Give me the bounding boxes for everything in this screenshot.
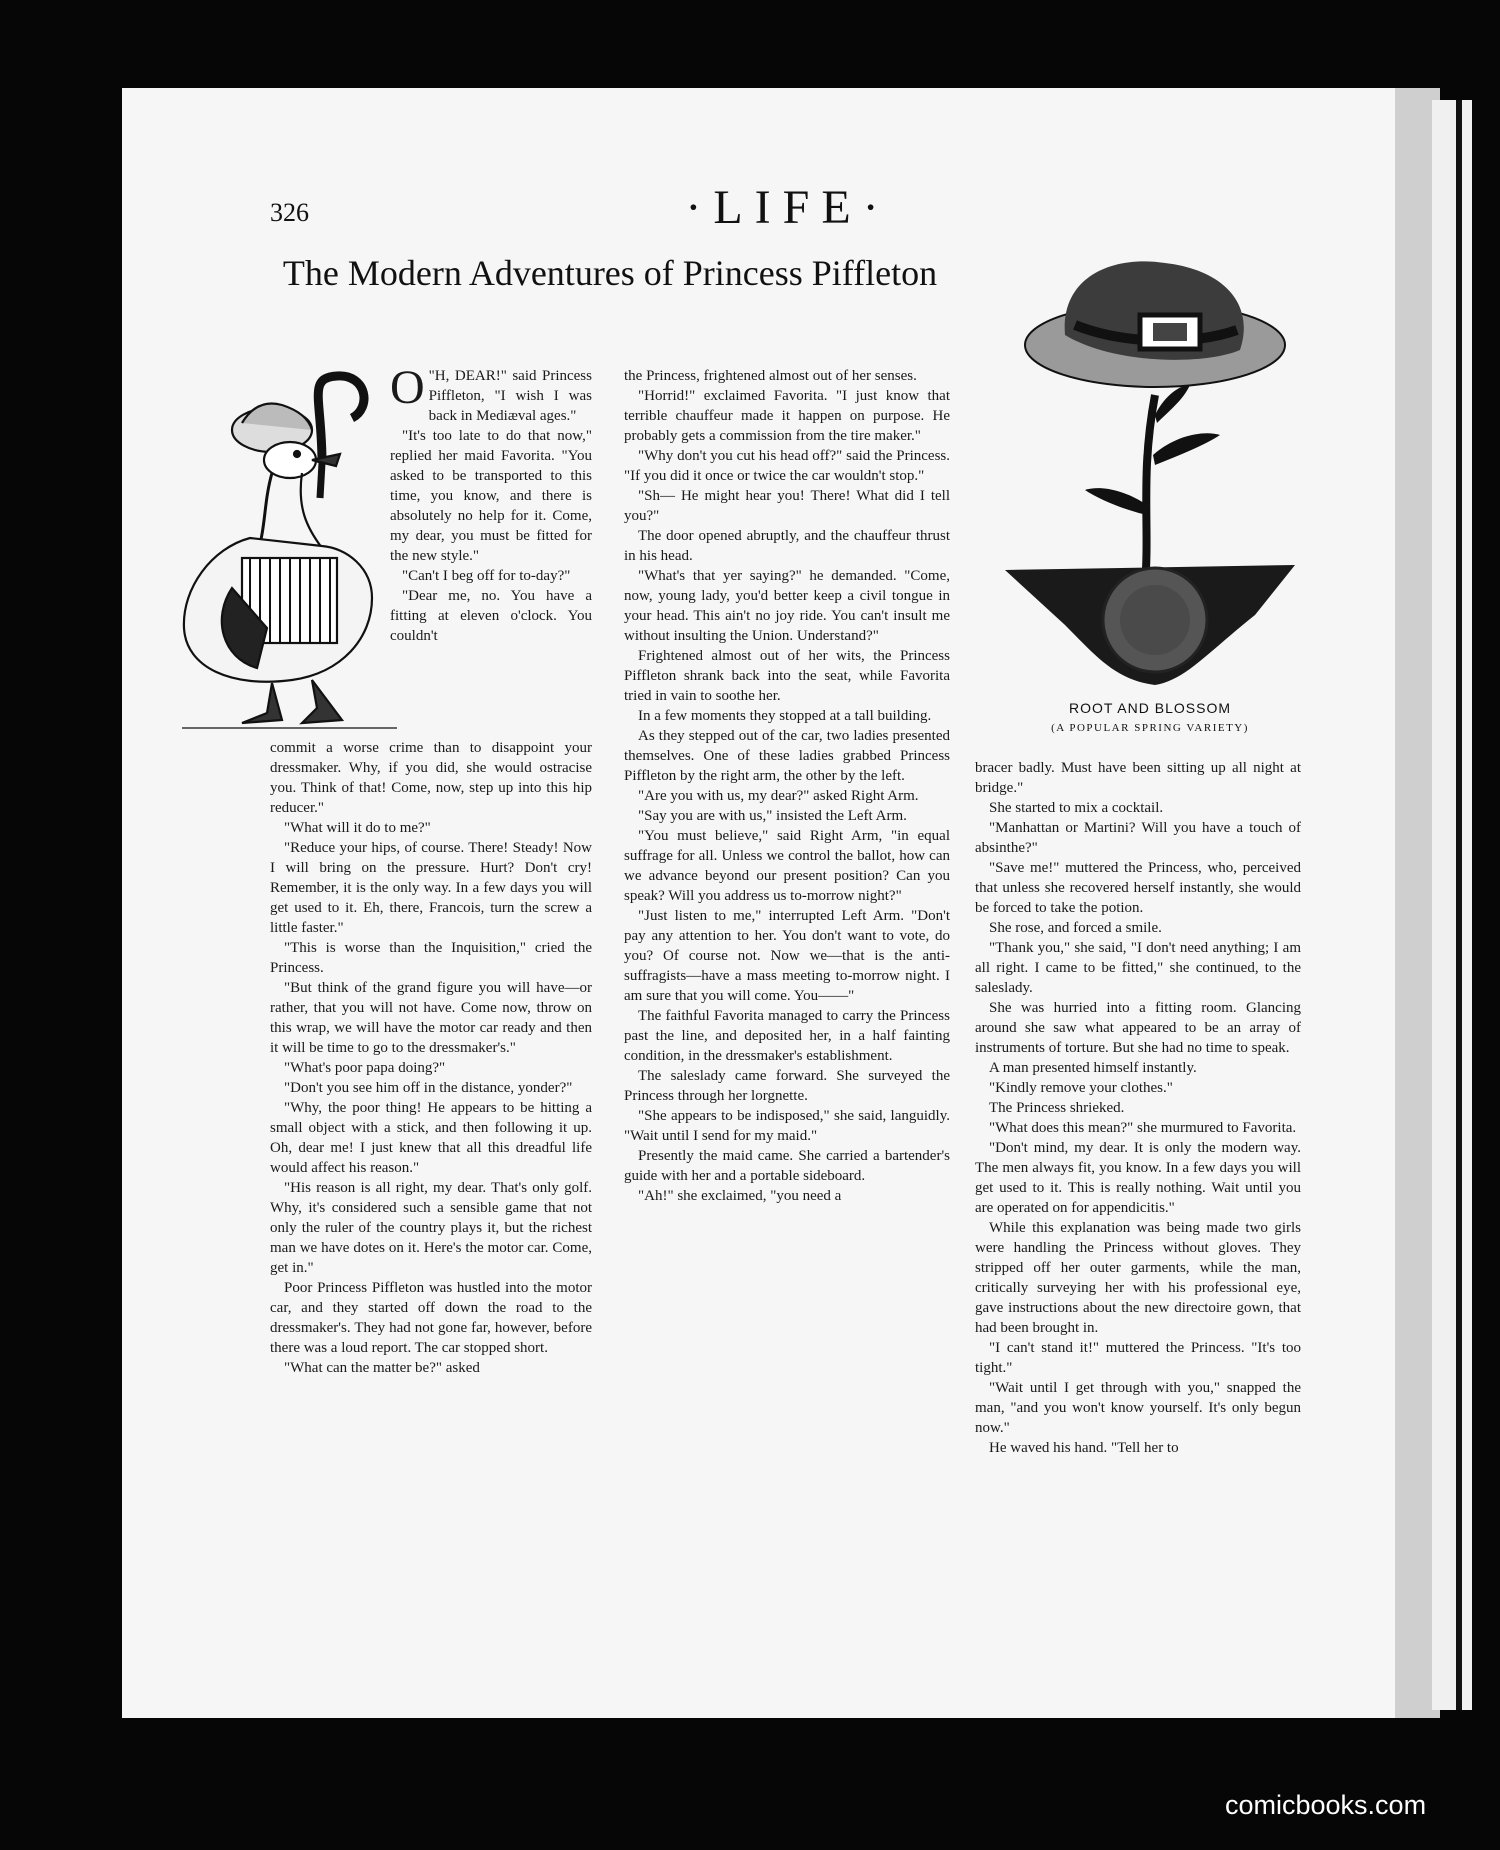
- root-blossom-illustration: [1005, 255, 1295, 690]
- paragraph: bracer badly. Must have been sitting up all night at bridge.": [975, 760, 1301, 796]
- paragraph: "Say you are with us," insisted the Left Arm.: [638, 808, 907, 824]
- page-number: 326: [270, 198, 309, 227]
- paragraph: "Ah!" she exclaimed, "you need a: [638, 1188, 842, 1204]
- paragraph: He waved his hand. "Tell her to: [989, 1440, 1179, 1456]
- paragraph: "What's that yer saying?" he demanded. "Come, now, young lady, you'd better keep a civil tongue in your head. This ain't no joy ride. You can't insult me without insulting the Union. Understand?": [624, 568, 950, 644]
- paragraph: "Wait until I get through with you," snapped the man, "and you won't know yourself. It's only begun now.": [975, 1380, 1301, 1436]
- paragraph: "This is worse than the Inquisition," cried the Princess.: [270, 940, 592, 976]
- paragraph: "What can the matter be?" asked: [284, 1360, 480, 1376]
- paragraph: She started to mix a cocktail.: [989, 800, 1164, 816]
- paragraph: the Princess, frightened almost out of her senses.: [624, 368, 917, 384]
- paragraph: "What does this mean?" she murmured to Favorita.: [989, 1120, 1297, 1136]
- paragraph: "Reduce your hips, of course. There! Steady! Now I will bring on the pressure. Hurt? Don't cry! Remember, it is the only way. In a few days you will get used to it. Eh, there, Francois, turn the screw a little faster.": [270, 840, 592, 936]
- paragraph: The door opened abruptly, and the chauffeur thrust in his head.: [624, 528, 950, 564]
- paragraph: "She appears to be indisposed," she said, languidly. "Wait until I send for my maid.": [624, 1108, 950, 1144]
- paragraph: "Manhattan or Martini? Will you have a touch of absinthe?": [975, 820, 1301, 856]
- paragraph: "Don't mind, my dear. It is only the modern way. The men always fit, you know. In a few days you will get used to it. This is really nothing. Wait until you are operated on for appendicitis.": [975, 1140, 1301, 1216]
- paragraph: She was hurried into a fitting room. Glancing around she saw what appeared to be an array of instruments of torture. But she had no time to speak.: [975, 1000, 1301, 1056]
- intro-paragraph: "Can't I beg off for to-day?": [402, 568, 571, 584]
- paragraph: The saleslady came forward. She surveyed the Princess through her lorgnette.: [624, 1068, 950, 1104]
- caption-title: ROOT AND BLOSSOM: [1069, 700, 1231, 716]
- paragraph: While this explanation was being made two girls were handling the Princess without gloves. They stripped off her outer garments, while the man, critically surveying her with his professional eye, gave instructions about the new directoire gown, that had been brought in.: [975, 1220, 1301, 1336]
- column-2: [624, 366, 950, 1206]
- paragraph: "What's poor papa doing?": [284, 1060, 446, 1076]
- intro-paragraph: "Dear me, no. You have a fitting at eleven o'clock. You couldn't: [390, 588, 592, 644]
- paragraph: As they stepped out of the car, two ladies presented themselves. One of these ladies grabbed Princess Piffleton by the right arm, the other by the left.: [624, 728, 950, 784]
- caption-subtitle: (A POPULAR SPRING VARIETY): [1051, 722, 1249, 734]
- paragraph: A man presented himself instantly.: [989, 1060, 1197, 1076]
- article-intro: [390, 361, 592, 646]
- site-watermark: comicbooks.com: [1225, 1790, 1427, 1820]
- paragraph: "You must believe," said Right Arm, "in equal suffrage for all. Unless we control the ballot, how can we advance beyond our present position? Can you speak? Will you address us to-morrow night?": [624, 828, 950, 904]
- intro-text: "H, DEAR!" said Princess Piffleton, "I wish I was back in Mediæval ages.": [428, 368, 592, 424]
- paragraph: "Are you with us, my dear?" asked Right Arm.: [638, 788, 919, 804]
- paragraph: "Don't you see him off in the distance, yonder?": [284, 1080, 573, 1096]
- paragraph: The faithful Favorita managed to carry the Princess past the line, and deposited her, in a half fainting condition, in the dressmaker's establishment.: [624, 1008, 950, 1064]
- goose-illustration: [172, 368, 402, 738]
- paragraph: In a few moments they stopped at a tall building.: [638, 708, 932, 724]
- masthead: ·LIFE·: [685, 181, 891, 234]
- paragraph: Frightened almost out of her wits, the Princess Piffleton shrank back into the seat, while Favorita tried in vain to soothe her.: [624, 648, 950, 704]
- paragraph: Presently the maid came. She carried a bartender's guide with her and a portable sideboard.: [624, 1148, 950, 1184]
- paragraph: The Princess shrieked.: [989, 1100, 1125, 1116]
- paragraph: "What will it do to me?": [284, 820, 431, 836]
- paragraph: "Why, the poor thing! He appears to be hitting a small object with a stick, and then following it up. Oh, dear me! I just knew that all this dreadful life would affect his reason.": [270, 1100, 592, 1176]
- column-1: [270, 738, 592, 1378]
- paragraph: "His reason is all right, my dear. That's only golf. Why, it's considered such a sensible game that not only the ruler of the country plays it, but the richest man we have dotes on it. Here's the motor car. Come, get in.": [270, 1180, 592, 1276]
- paragraph: She rose, and forced a smile.: [989, 920, 1162, 936]
- intro-paragraph: [390, 361, 592, 426]
- paragraph: "Just listen to me," interrupted Left Arm. "Don't pay any attention to her. You don't want to vote, do you? Of course not. Now we—that is the anti-suffragists—have a mass meeting to-morrow night. I am sure that you will come. You——": [624, 908, 950, 1004]
- illustration-caption: [1000, 700, 1300, 734]
- paragraph: "Save me!" muttered the Princess, who, perceived that unless she recovered herself instantly, she would be forced to take the potion.: [975, 860, 1301, 916]
- paragraph: "Kindly remove your clothes.": [989, 1080, 1173, 1096]
- paragraph: commit a worse crime than to disappoint your dressmaker. Why, if you did, she would ostracise you. Think of that! Come, now, step up into this hip reducer.": [270, 740, 592, 816]
- paragraph: "Horrid!" exclaimed Favorita. "I just know that terrible chauffeur made it happen on purpose. He probably gets a commission from the tire maker.": [624, 388, 950, 444]
- article-title: The Modern Adventures of Princess Piffleton: [282, 253, 938, 293]
- binding-spine: [1456, 100, 1462, 1710]
- paragraph: "I can't stand it!" muttered the Princess. "It's too tight.": [975, 1340, 1301, 1376]
- drop-cap: O: [390, 361, 425, 414]
- paragraph: "Thank you," she said, "I don't need anything; I am all right. I came to be fitted," she continued, to the saleslady.: [975, 940, 1301, 996]
- intro-paragraph: "It's too late to do that now," replied her maid Favorita. "You asked to be transported to this time, you know, and there is absolutely no help for it. Come, my dear, you must be fitted for the new style.": [390, 428, 592, 564]
- paragraph: "Sh— He might hear you! There! What did I tell you?": [624, 488, 950, 524]
- paragraph: "But think of the grand figure you will have—or rather, that you will not have. Come now, throw on this wrap, we will have the motor car ready and then it will be time to go to the dressmaker's.": [270, 980, 592, 1056]
- paragraph: "Why don't you cut his head off?" said the Princess. "If you did it once or twice the car wouldn't stop.": [624, 448, 950, 484]
- paragraph: Poor Princess Piffleton was hustled into the motor car, and they started off down the road to the dressmaker's. They had not gone far, however, before there was a loud report. The car stopped short.: [270, 1280, 592, 1356]
- adjacent-page-edge: [1432, 100, 1472, 1710]
- column-3: [975, 758, 1301, 1458]
